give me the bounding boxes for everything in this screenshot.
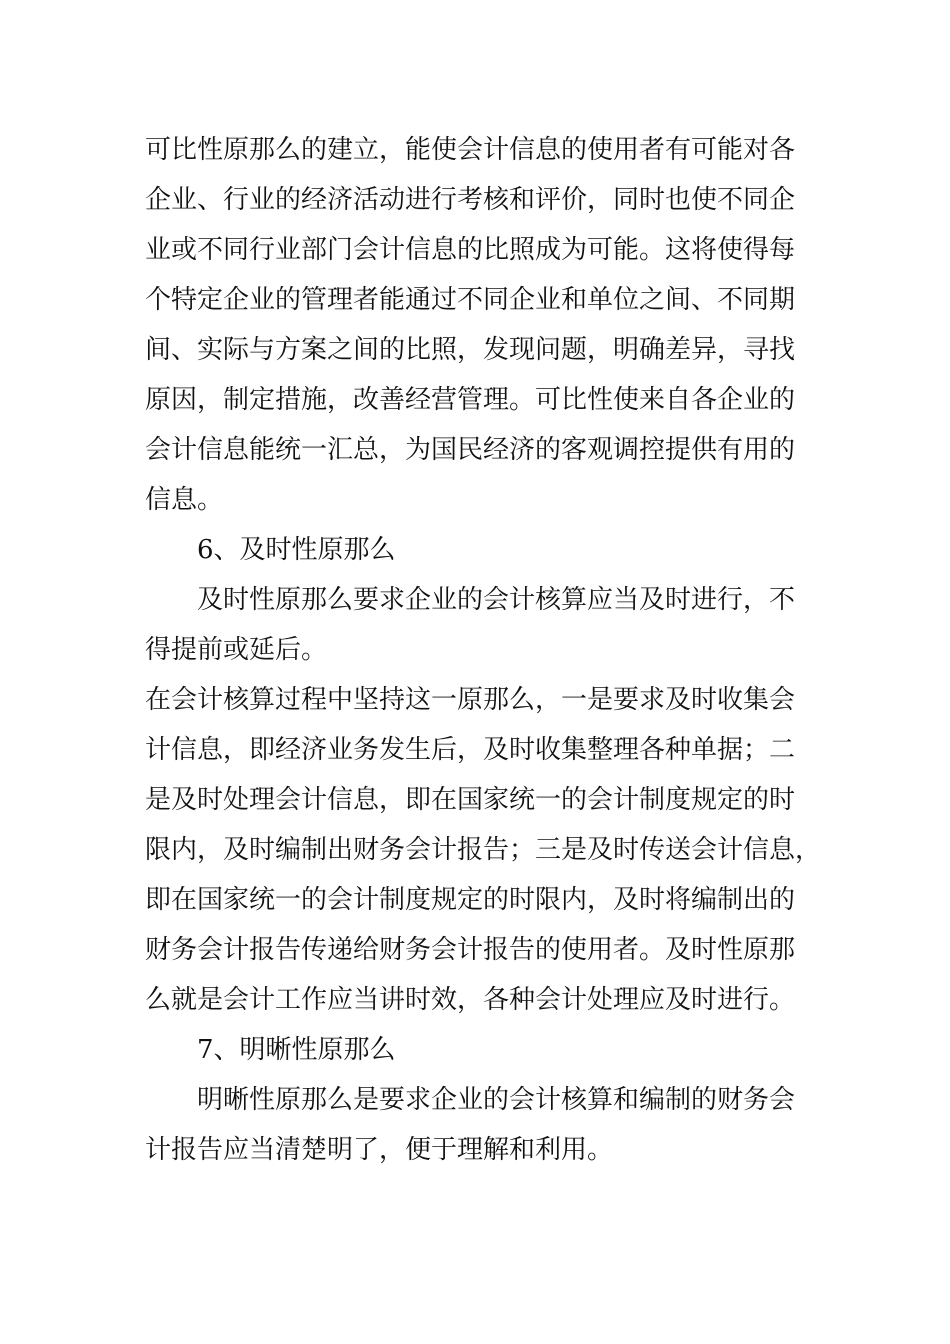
- paragraph-line: 间、实际与方案之间的比照，发现问题，明确差异，寻找: [145, 335, 796, 365]
- section-heading: 6、及时性原那么: [197, 535, 396, 565]
- paragraph-line: 会计信息能统一汇总，为国民经济的客观调控提供有用的: [145, 435, 796, 465]
- paragraph-line: 明晰性原那么是要求企业的会计核算和编制的财务会: [197, 1085, 796, 1115]
- paragraph-line: 限内，及时编制出财务会计报告；三是及时传送会计信息，: [145, 835, 822, 865]
- paragraph-line: 财务会计报告传递给财务会计报告的使用者。及时性原那: [145, 935, 796, 965]
- paragraph-line: 在会计核算过程中坚持这一原那么，一是要求及时收集会: [145, 685, 796, 715]
- paragraph-line: 企业、行业的经济活动进行考核和评价，同时也使不同企: [145, 185, 796, 215]
- paragraph-line: 是及时处理会计信息，即在国家统一的会计制度规定的时: [145, 785, 796, 815]
- paragraph-line: 及时性原那么要求企业的会计核算应当及时进行，不: [197, 585, 796, 615]
- paragraph-line: 个特定企业的管理者能通过不同企业和单位之间、不同期: [145, 285, 796, 315]
- paragraph-line: 计报告应当清楚明了，便于理解和利用。: [145, 1135, 614, 1165]
- paragraph-line: 么就是会计工作应当讲时效，各种会计处理应及时进行。: [145, 985, 796, 1015]
- paragraph-line: 得提前或延后。: [145, 635, 328, 665]
- paragraph-line: 计信息，即经济业务发生后，及时收集整理各种单据；二: [145, 735, 796, 765]
- paragraph-line: 即在国家统一的会计制度规定的时限内，及时将编制出的: [145, 885, 796, 915]
- paragraph-line: 原因，制定措施，改善经营管理。可比性使来自各企业的: [145, 385, 796, 415]
- paragraph-line: 信息。: [145, 485, 224, 515]
- section-heading: 7、明晰性原那么: [197, 1035, 396, 1065]
- paragraph-line: 可比性原那么的建立，能使会计信息的使用者有可能对各: [145, 135, 796, 165]
- paragraph-line: 业或不同行业部门会计信息的比照成为可能。这将使得每: [145, 235, 796, 265]
